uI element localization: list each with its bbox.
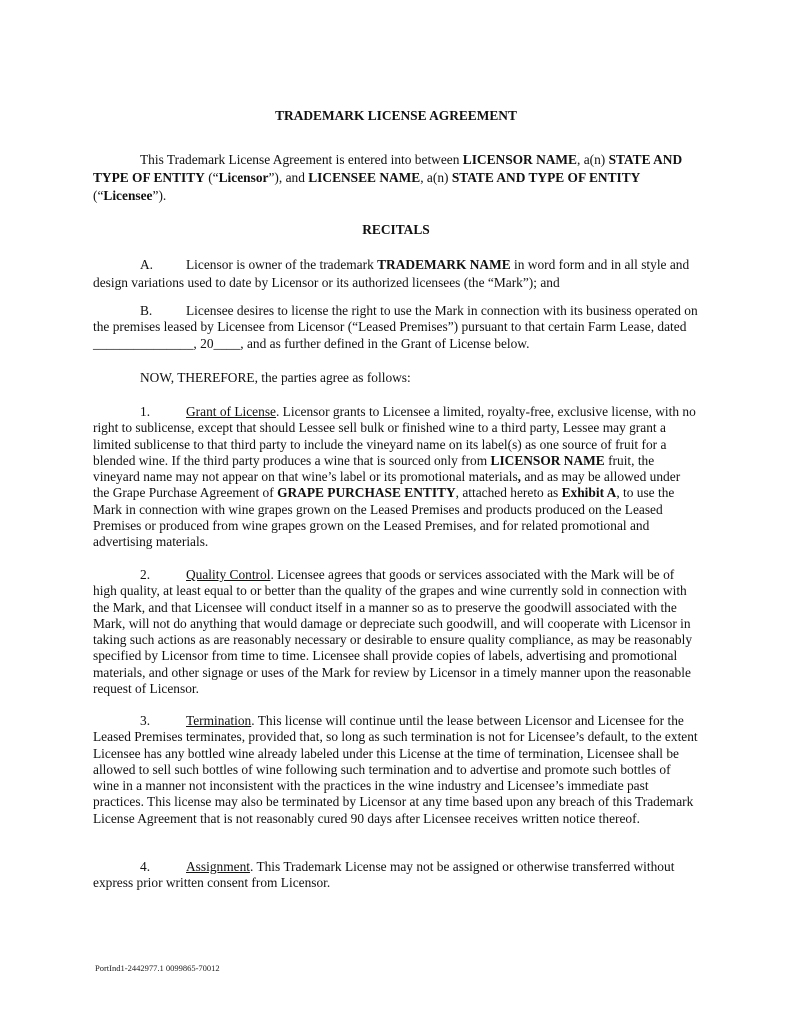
intro-text: This Trademark License Agreement is entered into between	[140, 152, 463, 167]
section-4	[93, 859, 699, 892]
section-text: . This license will continue until the lease between Licensor and Licensee for the Leased Premises terminates, provided that, so long as such termination is not for Licensee’s default, to the extent Licensee has any bottled wine already labeled under this License at the time of termination, Licensee shall be allowed to sell such bottles of wine following such termination and to advertise and promote such bottles of wine in a manner not inconsistent with the practices in the wine industry and Licensee’s immediate past practices. This license may also be terminated by Licensor at any time based upon any breach of this Trademark License Agreement that is not reasonably cured 90 days after Licensee receives written notice thereof.	[93, 713, 698, 826]
section-text: . Licensee agrees that goods or services associated with the Mark will be of high quality, at least equal to or better than the quality of the grapes and wine currently sold in connection with the Mark, and that Licensee will conduct itself in a manner so as to preserve the goodwill associated with the Mark, will not do anything that would damage or depreciate such goodwill, and will cooperate with Licensor in taking such actions as are reasonably necessary or desirable to ensure quality compliance, as may be reasonably specified by Licensor from time to time. Licensee shall provide copies of labels, advertising and promotional materials, and other signage or uses of the Mark for review by Licensor in a timely manner upon the reasonable request of Licensor.	[93, 567, 693, 697]
section-heading: Grant of License	[186, 404, 276, 419]
intro-text: (“	[93, 188, 104, 203]
licensor-name: LICENSOR NAME	[490, 452, 605, 468]
recital-label: A.	[140, 257, 154, 272]
recital-text: in word form and in all style and design variations used to date by Licensor or its authorized licensees (the “Mark”); and	[93, 257, 690, 290]
intro-text: , a(n)	[577, 152, 609, 167]
section-text: . Licensor grants to Licensee a limited, royalty-free, exclusive license, with no right to sublicense, except that should Lessee sell bulk or finished wine to a third party, Lessee may grant a limited sublicense to that third party to include the vineyard name on its label(s) as one source of fruit for a blended wine. If the third party produces a wine that is sourced only from	[93, 404, 696, 468]
recitals-heading: RECITALS	[362, 222, 430, 237]
trademark-name: TRADEMARK NAME	[377, 257, 511, 272]
section-text: fruit, the vineyard name may not appear on that wine’s label or its promotional materials	[93, 452, 655, 485]
intro-text: , a(n)	[420, 170, 452, 185]
licensee-name: LICENSEE NAME	[308, 170, 421, 185]
licensee-term: Licensee	[103, 188, 153, 203]
licensee-entity: STATE AND TYPE OF ENTITY	[451, 170, 641, 185]
section-text: and as may be allowed under the Grape Purchase Agreement of	[93, 469, 681, 501]
licensor-entity: STATE AND TYPE OF ENTITY	[93, 152, 683, 185]
section-number: 1.	[140, 404, 151, 419]
section-number: 4.	[140, 859, 151, 874]
document-footer-id: PortInd1-2442977.1 0099865-70012	[95, 963, 220, 973]
section-number: 2.	[140, 567, 151, 582]
section-heading: Quality Control	[186, 567, 271, 582]
section-heading: Termination	[186, 713, 252, 728]
exhibit-reference: Exhibit A	[561, 485, 617, 501]
document-title: TRADEMARK LICENSE AGREEMENT	[275, 108, 517, 123]
section-text: . This Trademark License may not be assigned or otherwise transferred without express prior written consent from Licensor.	[93, 859, 675, 891]
section-2	[93, 567, 699, 697]
intro-text: ”).	[152, 188, 167, 203]
recital-label: B.	[140, 303, 153, 318]
now-therefore	[93, 370, 699, 386]
section-3	[93, 713, 699, 827]
recital-b	[93, 303, 699, 352]
section-heading: Assignment	[186, 859, 250, 874]
intro-text: ”), and	[268, 170, 309, 185]
recital-text: Licensee desires to license the right to use the Mark in connection with its business operated on the premises leased by Licensee from Licensor (“Leased Premises”) pursuant to that certain Farm Lease, dated _______________, 20____, and as further defined in the Grant of License below.	[93, 303, 698, 351]
recital-text: Licensor is owner of the trademark	[186, 257, 378, 272]
bold-comma: ,	[517, 469, 522, 485]
intro-paragraph	[93, 151, 699, 205]
intro-text: (“	[204, 170, 219, 185]
licensor-name: LICENSOR NAME	[462, 152, 577, 167]
recital-a	[93, 256, 699, 292]
licensor-term: Licensor	[218, 170, 269, 185]
section-text: , to use the Mark in connection with wine grapes grown on the Leased Premises and products produced on the Leased Premises or produced from wine grapes grown on the Leased Premises, and for related promotional and advertising materials.	[93, 485, 675, 550]
now-therefore-text: NOW, THEREFORE, the parties agree as follows:	[140, 370, 411, 385]
grape-purchase-entity: GRAPE PURCHASE ENTITY	[277, 485, 456, 501]
section-1	[93, 404, 699, 551]
section-number: 3.	[140, 713, 151, 728]
section-text: , attached hereto as	[455, 485, 562, 501]
